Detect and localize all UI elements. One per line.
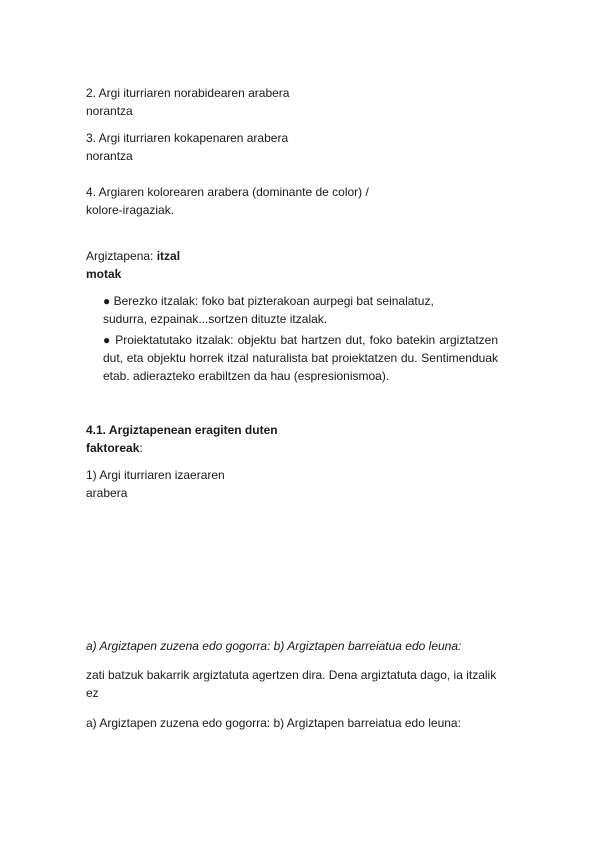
bullet-icon: ● xyxy=(103,294,111,308)
item-position xyxy=(86,129,288,165)
item-position-title: 3. Argi iturriaren kokapenaren arabera xyxy=(86,131,289,145)
item-color-subtitle: kolore-iragaziak. xyxy=(86,203,175,217)
bullet-item-natural-shadows xyxy=(103,292,498,328)
shadows-heading-bold-2: motak xyxy=(86,267,122,281)
bullet-text-cont-2: etab. adierazteko erabiltzen da hau (espresionismoa). xyxy=(103,369,390,383)
bullet-text-cont: dut, eta objektu horrek itzal naturalista bat proiektatzen du. Sentimenduak xyxy=(103,351,498,365)
light-types-plain-row: a) Argiztapen zuzena edo gogorra: b) Argiztapen barreiatua edo leuna: xyxy=(86,716,461,730)
item-color-title: 4. Argiaren kolorearen arabera (dominante de color) / xyxy=(86,185,369,199)
subsection-title xyxy=(86,466,225,502)
section-title xyxy=(86,421,278,457)
light-types-description xyxy=(86,666,502,702)
item-direction-subtitle: norantza xyxy=(86,104,133,118)
bullet-text-cont: sudurra, ezpainak...sortzen dituzte itzalak. xyxy=(103,312,328,326)
bullet-text: Berezko itzalak: foko bat pizterakoan aurpegi bat seinalatuz, xyxy=(110,294,434,308)
bullet-item-projected-shadows xyxy=(103,331,498,385)
section-title-line-1: 4.1. Argiztapenean eragiten duten xyxy=(86,423,278,437)
item-direction xyxy=(86,84,289,120)
section-title-line-2: faktoreak xyxy=(86,441,140,455)
item-direction-title: 2. Argi iturriaren norabidearen arabera xyxy=(86,86,290,100)
light-types-italic-row: a) Argiztapen zuzena edo gogorra: b) Argiztapen barreiatua edo leuna: xyxy=(86,639,462,653)
shadows-heading xyxy=(86,247,180,283)
shadows-heading-prefix: Argiztapena: xyxy=(86,249,157,263)
item-color xyxy=(86,183,369,219)
light-types-description-line-1: zati batzuk bakarrik argiztatuta agertzen dira. Dena argiztatuta dago, ia itzalik xyxy=(86,668,497,682)
item-position-subtitle: norantza xyxy=(86,149,133,163)
shadows-heading-bold: itzal xyxy=(156,249,181,263)
bullet-text: Proiektatutako itzalak: objektu bat hartzen dut, foko batekin argiztatzen xyxy=(111,333,499,347)
light-types-description-line-2: ez xyxy=(86,686,99,700)
subsection-title-line-2: arabera xyxy=(86,486,128,500)
bullet-icon: ● xyxy=(103,333,112,347)
subsection-title-line-1: 1) Argi iturriaren izaeraren xyxy=(86,468,225,482)
section-title-colon: : xyxy=(139,441,143,455)
